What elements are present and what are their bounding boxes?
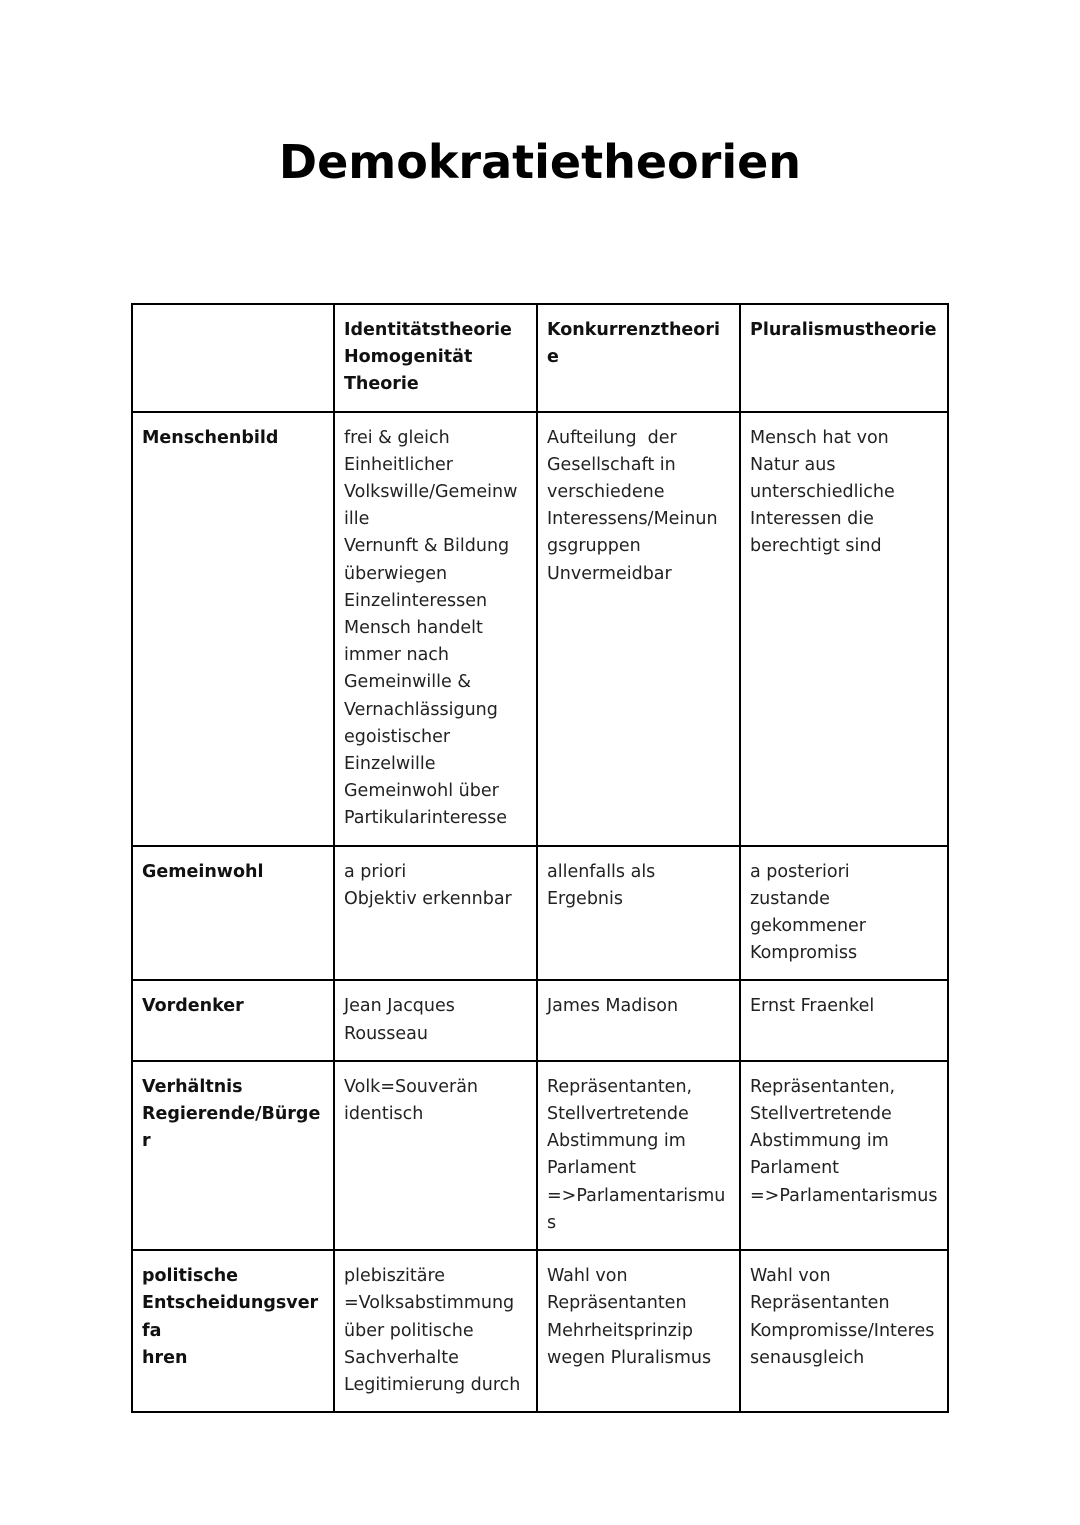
cell-text-line: Verhältnis — [142, 1076, 243, 1097]
table-cell — [740, 846, 948, 981]
cell-text-line: hren — [142, 1347, 188, 1368]
cell-text-line: Parlament — [547, 1158, 637, 1179]
page-title: Demokratietheorien — [278, 135, 802, 189]
cell-text-line: Kompromiss — [750, 943, 858, 964]
table-row — [132, 980, 948, 1060]
cell-text-line: Repräsentanten — [547, 1293, 687, 1314]
cell-text-line: immer nach — [344, 645, 450, 666]
cell-text-line: Pluralismustheorie — [750, 320, 937, 340]
column-header-konkurrenztheorie — [537, 304, 740, 412]
cell-text-line: Regierende/Bürger — [142, 1104, 321, 1152]
table-cell — [740, 980, 948, 1060]
cell-text-line: Natur aus — [750, 454, 836, 475]
cell-text-line: =Volksabstimmung — [344, 1293, 515, 1314]
cell-text-line: senausgleich — [750, 1347, 865, 1368]
cell-text-line: ille — [344, 509, 370, 530]
cell-text-line: Volk=Souverän — [344, 1076, 479, 1097]
cell-text-line: Abstimmung im — [547, 1131, 686, 1152]
cell-text-line: Kompromisse/Interes — [750, 1320, 935, 1341]
cell-text-line: überwiegen — [344, 563, 448, 584]
table-row — [132, 1061, 948, 1250]
table-cell — [334, 1061, 537, 1250]
cell-text-line: über politische — [344, 1320, 474, 1341]
cell-text-line: a posteriori — [750, 861, 850, 882]
cell-text-line: berechtigt sind — [750, 536, 882, 557]
cell-text-line: Einheitlicher — [344, 454, 453, 475]
table-cell — [537, 846, 740, 981]
cell-text-line: wegen Pluralismus — [547, 1347, 712, 1368]
cell-text-line: identisch — [344, 1104, 424, 1125]
column-header-identitaetstheorie — [334, 304, 537, 412]
cell-text-line: Vernunft & Bildung — [344, 536, 510, 557]
row-header-vordenker — [132, 980, 334, 1060]
cell-text-line: Einzelwille — [344, 754, 436, 775]
table-cell — [334, 1250, 537, 1412]
table-cell — [537, 1250, 740, 1412]
row-header-entscheidungsverfahren — [132, 1250, 334, 1412]
table-cell — [537, 980, 740, 1060]
cell-text-line: verschiedene — [547, 482, 665, 503]
table-row — [132, 412, 948, 846]
cell-text-line: Konkurrenztheorie — [547, 320, 720, 368]
cell-text-line: Theorie — [344, 374, 419, 395]
cell-text-line: Ergebnis — [547, 888, 623, 909]
cell-text-line: Objektiv erkennbar — [344, 888, 512, 909]
cell-text-line: Parlament — [750, 1158, 840, 1179]
cell-text-line: zustande — [750, 888, 830, 909]
table-cell — [740, 412, 948, 846]
cell-text-line: Mehrheitsprinzip — [547, 1320, 693, 1341]
cell-text-line: Stellvertretende — [547, 1104, 689, 1125]
table-cell — [334, 846, 537, 981]
cell-text-line: Gemeinwohl über — [344, 781, 499, 802]
cell-text-line: Mensch handelt — [344, 618, 483, 639]
corner-cell — [132, 304, 334, 412]
cell-text-line: Sachverhalte — [344, 1347, 459, 1368]
cell-text-line: Volkswille/Gemeinw — [344, 482, 518, 503]
cell-text-line: a priori — [344, 861, 407, 882]
row-header-menschenbild — [132, 412, 334, 846]
table-row — [132, 846, 948, 981]
cell-text-line: Ernst Fraenkel — [750, 996, 875, 1017]
cell-text-line: gsgruppen — [547, 536, 641, 557]
cell-text-line: Gemeinwohl — [142, 861, 264, 882]
cell-text-line: Wahl von — [547, 1266, 628, 1287]
cell-text-line: Aufteilung der — [547, 427, 677, 448]
table-cell — [537, 412, 740, 846]
cell-text-line: Repräsentanten, — [750, 1076, 896, 1097]
table-cell — [334, 412, 537, 846]
table-cell — [334, 980, 537, 1060]
cell-text-line: Vernachlässigung — [344, 699, 498, 720]
cell-text-line: Einzelinteressen — [344, 590, 488, 611]
row-header-gemeinwohl — [132, 846, 334, 981]
cell-text-line: Mensch hat von — [750, 427, 889, 448]
cell-text-line: allenfalls als — [547, 861, 656, 882]
cell-text-line: s — [547, 1212, 557, 1233]
column-header-pluralismustheorie — [740, 304, 948, 412]
cell-text-line: Entscheidungsverfa — [142, 1293, 319, 1341]
cell-text-line: unterschiedliche — [750, 482, 895, 503]
header-row — [132, 304, 948, 412]
row-header-verhaeltnis — [132, 1061, 334, 1250]
table-cell — [740, 1250, 948, 1412]
cell-text-line: Identitätstheorie — [344, 320, 512, 340]
cell-text-line: Gemeinwille & — [344, 672, 471, 693]
cell-text-line: politische — [142, 1266, 239, 1287]
cell-text-line: Homogenität — [344, 347, 473, 368]
cell-text-line: Gesellschaft in — [547, 454, 676, 475]
cell-text-line: =>Parlamentarismus — [750, 1185, 938, 1206]
cell-text-line: plebiszitäre — [344, 1266, 446, 1287]
cell-text-line: Jean Jacques — [344, 996, 455, 1017]
cell-text-line: Interessen die — [750, 509, 874, 530]
cell-text-line: frei & gleich — [344, 427, 450, 448]
cell-text-line: Vordenker — [142, 996, 244, 1017]
cell-text-line: egoistischer — [344, 726, 451, 747]
table-cell — [537, 1061, 740, 1250]
cell-text-line: Repräsentanten — [750, 1293, 890, 1314]
comparison-table — [131, 303, 949, 1413]
cell-text-line: James Madison — [547, 996, 679, 1017]
cell-text-line: Stellvertretende — [750, 1104, 892, 1125]
cell-text-line: Partikularinteresse — [344, 808, 508, 829]
cell-text-line: Legitimierung durch — [344, 1374, 521, 1395]
cell-text-line: Rousseau — [344, 1023, 428, 1044]
cell-text-line: gekommener — [750, 916, 867, 937]
cell-text-line: Unvermeidbar — [547, 563, 672, 584]
cell-text-line: Repräsentanten, — [547, 1076, 693, 1097]
cell-text-line: Abstimmung im — [750, 1131, 889, 1152]
cell-text-line: Wahl von — [750, 1266, 831, 1287]
table-row — [132, 1250, 948, 1412]
table-cell — [740, 1061, 948, 1250]
cell-text-line: Interessens/Meinun — [547, 509, 718, 530]
cell-text-line: Menschenbild — [142, 427, 279, 448]
cell-text-line: =>Parlamentarismu — [547, 1185, 726, 1206]
